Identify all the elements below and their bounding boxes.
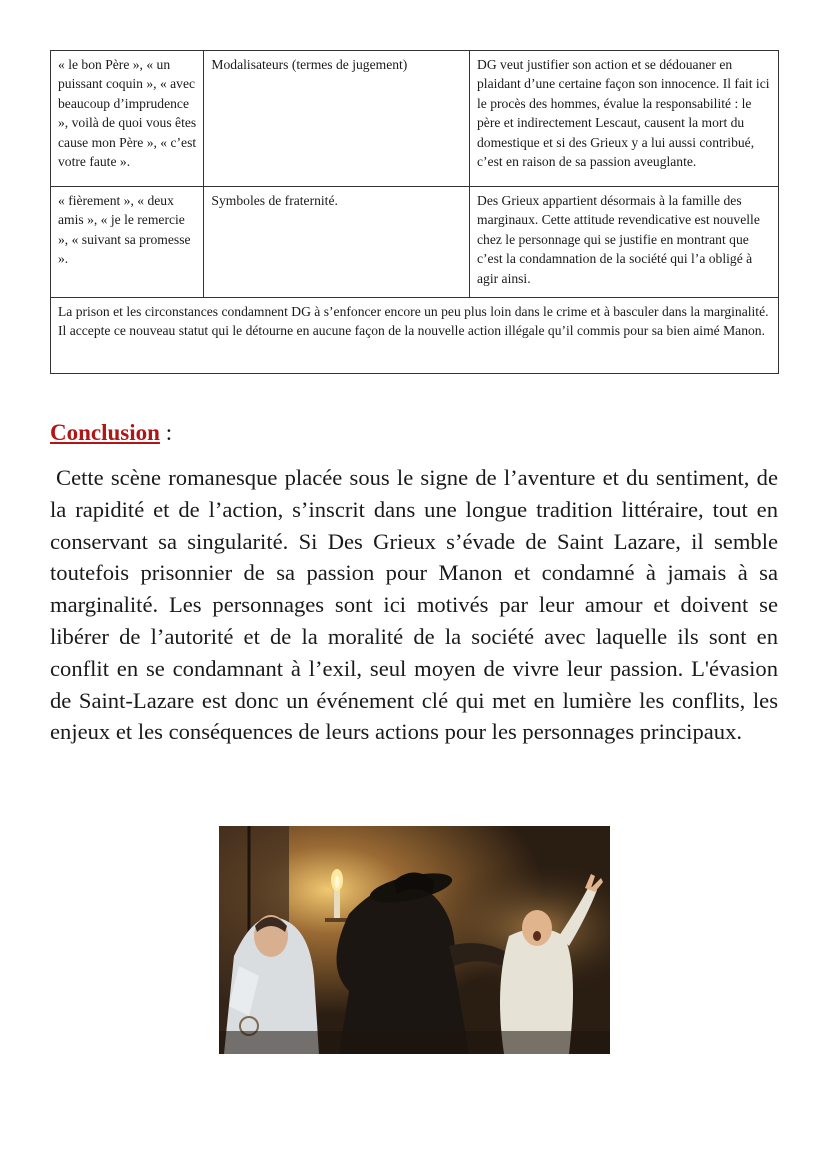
conclusion-title: Conclusion <box>50 420 160 445</box>
quotes-cell: « fièrement », « deux amis », « je le remercie », « suivant sa promesse ». <box>51 187 204 298</box>
conclusion-colon: : <box>159 420 173 445</box>
quotes-cell: « le bon Père », « un puissant coquin », « avec beaucoup d’imprudence », voilà de quoi vous êtes cause mon Père », « c’est votre faute ». <box>51 51 204 187</box>
interpretation-cell: Des Grieux appartient désormais à la famille des marginaux. Cette attitude revendicative est nouvelle chez le personnage qui se justifie en montrant que c’est la condamnation de la société qui l’a obligé à agir ainsi. <box>470 187 779 298</box>
summary-cell: La prison et les circonstances condamnent DG à s’enfoncer encore un peu plus loin dans le crime et à basculer dans la marginalité. Il accepte ce nouveau statut qui le détourne en aucune façon de la nouvelle action illégale qu’il commis pour sa bien aimé Manon. <box>51 298 779 374</box>
table-row <box>51 51 779 187</box>
technique-cell: Modalisateurs (termes de jugement) <box>204 51 470 187</box>
conclusion-paragraph: Cette scène romanesque placée sous le signe de l’aventure et du sentiment, de la rapidité et de l’action, s’inscrit dans une longue tradition littéraire, tout en conservant sa singularité. Si Des Grieux s’évade de Saint Lazare, il semble toutefois prisonnier de sa passion pour Manon et condamné à jamais à sa marginalité. Les personnages sont ici motivés par leur amour et doivent se libérer de l’autorité et de la moralité de la société avec laquelle ils sont en conflit en se condamnant à l’exil, seul moyen de vivre leur passion. L'évasion de Saint-Lazare est donc un événement clé qui met en lumière les conflits, les enjeux et les conséquences de leurs actions pour les personnages principaux. <box>50 465 778 745</box>
interpretation-cell: DG veut justifier son action et se dédouaner en plaidant d’une certaine façon son innocence. Il fait ici le procès des hommes, évalue la responsabilité : le père et indirectement Lescaut, causent la mort du domestique et si des Grieux y a lui aussi contribué, c’est en raison de sa passion aveuglante. <box>470 51 779 187</box>
table-row <box>51 187 779 298</box>
conclusion-heading <box>50 420 172 446</box>
technique-cell: Symboles de fraternité. <box>204 187 470 298</box>
escape-painting-illustration <box>219 826 610 1054</box>
analysis-table <box>50 50 779 374</box>
table-row <box>51 298 779 374</box>
